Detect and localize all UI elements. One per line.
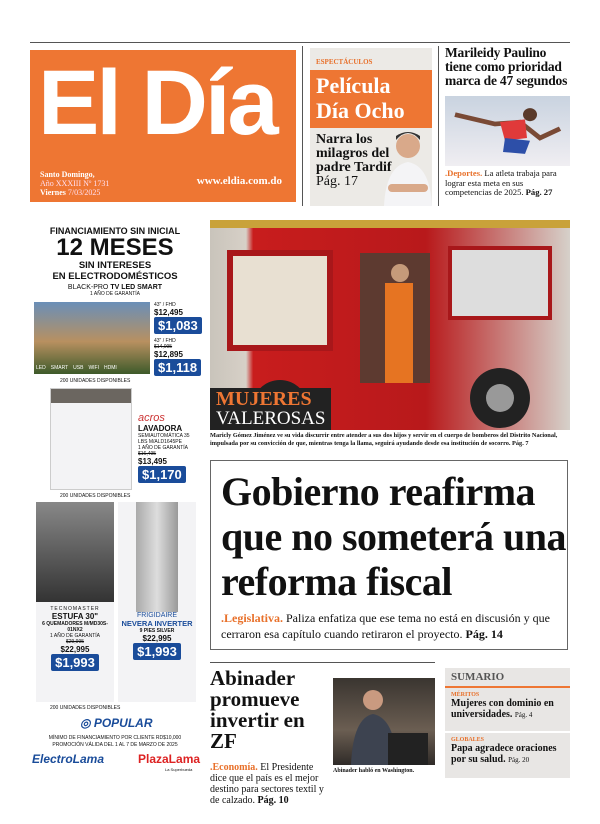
tv-prices: 43" / FHD $12,495 $1,083 43" / FHD $14,095 $12,895 $1,118 xyxy=(154,302,200,377)
teaser-title: Película Día Ocho xyxy=(310,70,432,128)
story-headline: Abinader promueve invertir en ZF xyxy=(210,666,305,753)
teaser-subtitle: Narra los milagros del padre Tardif xyxy=(316,132,392,175)
fridge-panel: FRIGIDAIRE NEVERA INVERTER 9 PIES SILVER $22,995 $1,993 xyxy=(118,502,196,702)
photo-caption: Abinader habló en Washington. xyxy=(333,768,415,774)
fine-print: MÍNIMO DE FINANCIAMIENTO POR CLIENTE RD$10,000 xyxy=(48,735,182,741)
teaser-headline: Marileidy Paulino tiene como prioridad marca de 47 segundos xyxy=(445,45,568,88)
story-text: .Economía. El Presidente dice que el país es el mejor destino para sectores textil y de calzado. Pág. 10 xyxy=(210,762,324,806)
masthead xyxy=(30,50,296,202)
section-rule xyxy=(210,662,435,663)
units-note: 200 UNIDADES DISPONIBLES xyxy=(60,378,131,384)
sumario-title: SUMARIO xyxy=(445,668,570,688)
bank-logo: ◎ POPULAR xyxy=(80,716,153,730)
website-link[interactable]: www.eldia.com.do xyxy=(196,175,282,187)
warranty: 1 AÑO DE GARANTÍA xyxy=(89,291,140,297)
page-ref: Pág. 17 xyxy=(316,174,358,189)
tv-image: LED SMART USB WIFI HDMI xyxy=(34,302,150,374)
lead-headline: Gobierno reafirma que no someterá una reforma fiscal xyxy=(221,469,566,604)
ad-line: EN ELECTRODOMÉSTICOS xyxy=(52,271,178,282)
teaser-text: .Deportes. La atleta trabaja para lograr esta meta en sus competencias de 2025. Pág. 27 xyxy=(445,168,557,197)
store-logo: ElectroLama xyxy=(32,752,105,766)
sumario xyxy=(445,668,570,778)
sports-teaser[interactable] xyxy=(445,46,573,198)
photo-caption: Maricly Gómez Jiménez ve su vida discurrir entre atender a sus dos hijos y servir en el cuerpo de bomberos del Distrito Nacional, impulsada por su convicción de que, mientras tenga la llama, seguirá ayudando desde esa institución de socorro. Pág. 7 xyxy=(210,432,558,447)
fire-truck-photo[interactable] xyxy=(210,220,570,430)
washer-image xyxy=(50,388,132,490)
fine-print: PROMOCIÓN VÁLIDA DEL 1 AL 7 DE MARZO DE 2025 xyxy=(52,742,178,748)
sumario-item[interactable]: MÉRITOS Mujeres con dominio en universidades. Pág. 4 xyxy=(451,692,554,720)
photo-tag: MUJERES VALEROSAS xyxy=(210,388,331,430)
store-logo: PlazaLama xyxy=(138,752,201,766)
lead-story[interactable] xyxy=(210,460,568,650)
sumario-item[interactable]: GLOBALES Papa agradece oraciones por su salud. Pág. 20 xyxy=(445,731,570,770)
espectaculos-teaser[interactable] xyxy=(310,48,432,206)
abinader-story[interactable] xyxy=(210,668,330,806)
abinader-photo xyxy=(333,678,435,765)
column-divider xyxy=(302,46,303,206)
lead-deck: .Legislativa. Paliza enfatiza que ese tema no está en discusión y que cerraron esa capítulo cuando retiraron el proyecto. Pág. 14 xyxy=(221,611,550,641)
advertisement[interactable] xyxy=(30,222,200,772)
section-kicker: ESPECTÁCULOS xyxy=(316,58,373,66)
athlete-photo xyxy=(445,96,570,166)
stove-panel: TECNOMASTER ESTUFA 30" 6 QUEMADORES M/MD30S-01NX2 1 AÑO DE GARANTÍA $29,995 $22,995 $1,993 xyxy=(36,502,114,702)
column-divider xyxy=(438,46,439,206)
ad-line: FINANCIAMIENTO SIN INICIAL xyxy=(49,226,181,236)
washer-info: acros LAVADORA SEMIAUTOMÁTICA 35 LBS M/ALD1645PE 1 AÑO DE GARANTÍA $16,495 $13,495 $1,170 xyxy=(138,412,190,482)
ad-headline: 12 MESES xyxy=(56,234,174,261)
teaser-body xyxy=(316,133,400,189)
photo-bar xyxy=(210,220,570,228)
tv-title: BLACK-PRO TV LED SMART xyxy=(67,284,163,291)
top-rule xyxy=(30,42,570,43)
store-tagline: La Superbueda xyxy=(165,767,193,772)
units-note: 200 UNIDADES DISPONIBLES xyxy=(50,705,121,711)
masthead-logo: El Día xyxy=(38,52,276,154)
ad-line: SIN INTERESES xyxy=(78,260,152,271)
masthead-info: Santo Domingo, Año XXXIII Nº 1731 Viernes 7/03/2025 xyxy=(40,170,110,197)
units-note: 200 UNIDADES DISPONIBLES xyxy=(60,493,131,499)
